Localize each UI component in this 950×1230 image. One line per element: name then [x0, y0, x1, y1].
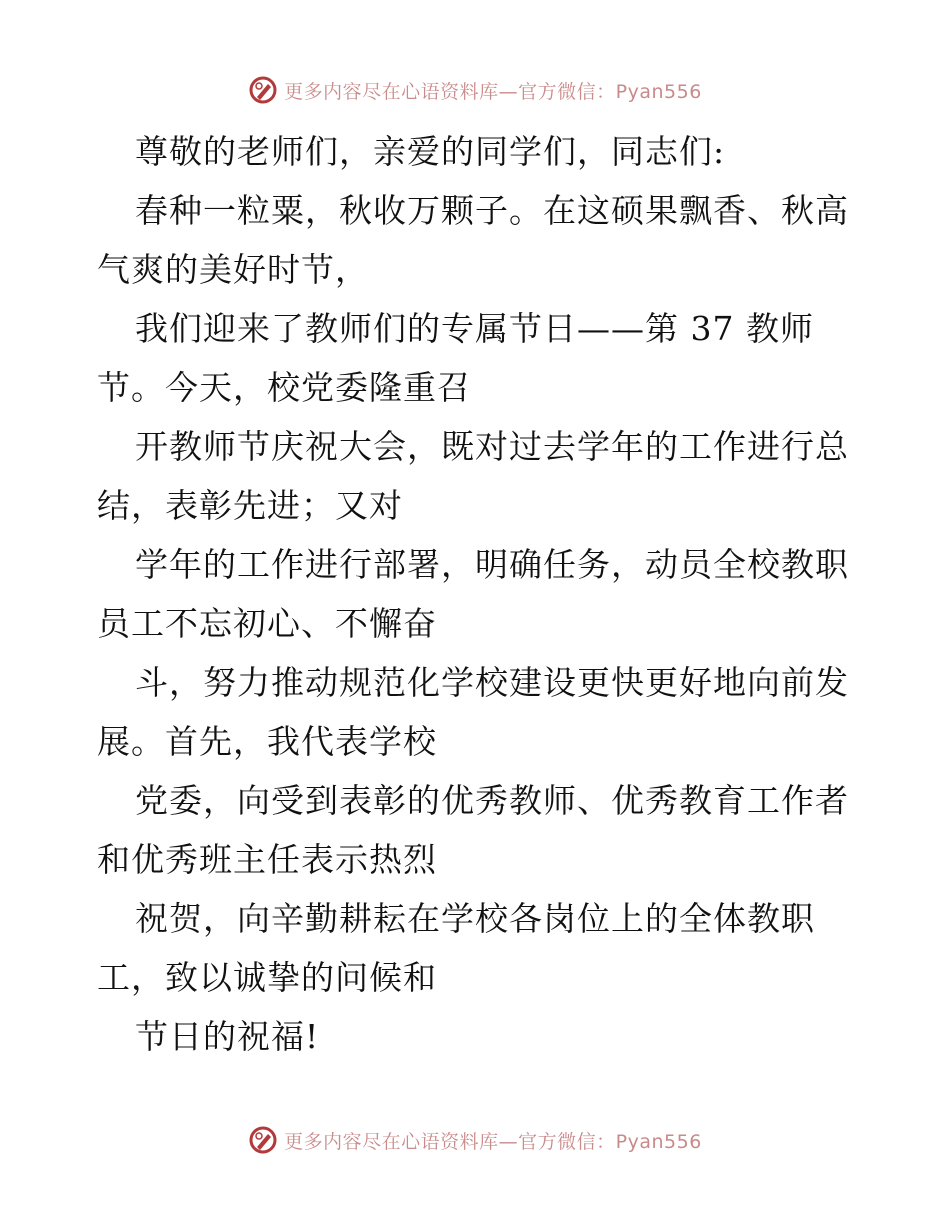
- document-body: [97, 122, 857, 1066]
- paragraph-line: 学年的工作进行部署，明确任务，动员全校教职: [135, 545, 849, 584]
- paragraph-line: 气爽的美好时节，: [97, 250, 369, 289]
- paragraph-line: 展。首先，我代表学校: [97, 722, 437, 761]
- watermark-text: 更多内容尽在心语资料库—官方微信：Pyan556: [284, 1130, 702, 1153]
- paragraph-line: 斗，努力推动规范化学校建设更快更好地向前发: [135, 663, 849, 702]
- watermark-text: 更多内容尽在心语资料库—官方微信：Pyan556: [284, 80, 702, 103]
- paragraph-line: 节日的祝福!: [135, 1017, 320, 1056]
- paragraph-line: 开教师节庆祝大会，既对过去学年的工作进行总: [135, 427, 849, 466]
- pen-logo-icon: [248, 75, 278, 105]
- paragraph-line: 春种一粒粟，秋收万颗子。在这硕果飘香、秋高: [135, 191, 849, 230]
- paragraph-line: 我们迎来了教师们的专属节日——第 37 教师: [135, 309, 814, 348]
- paragraph-line: 工，致以诚挚的问候和: [97, 958, 437, 997]
- paragraph-line: 节。今天，校党委隆重召: [97, 368, 471, 407]
- paragraph-line: 结，表彰先进；又对: [97, 486, 403, 525]
- paragraph-line: 党委，向受到表彰的优秀教师、优秀教育工作者: [135, 781, 849, 820]
- paragraph-line: 员工不忘初心、不懈奋: [97, 604, 437, 643]
- header-watermark: [0, 73, 950, 107]
- paragraph-line: 尊敬的老师们，亲爱的同学们，同志们:: [135, 132, 726, 171]
- paragraph-line: 和优秀班主任表示热烈: [97, 840, 437, 879]
- footer-watermark: [0, 1123, 950, 1157]
- paragraph-line: 祝贺，向辛勤耕耘在学校各岗位上的全体教职: [135, 899, 815, 938]
- pen-logo-icon: [248, 1125, 278, 1155]
